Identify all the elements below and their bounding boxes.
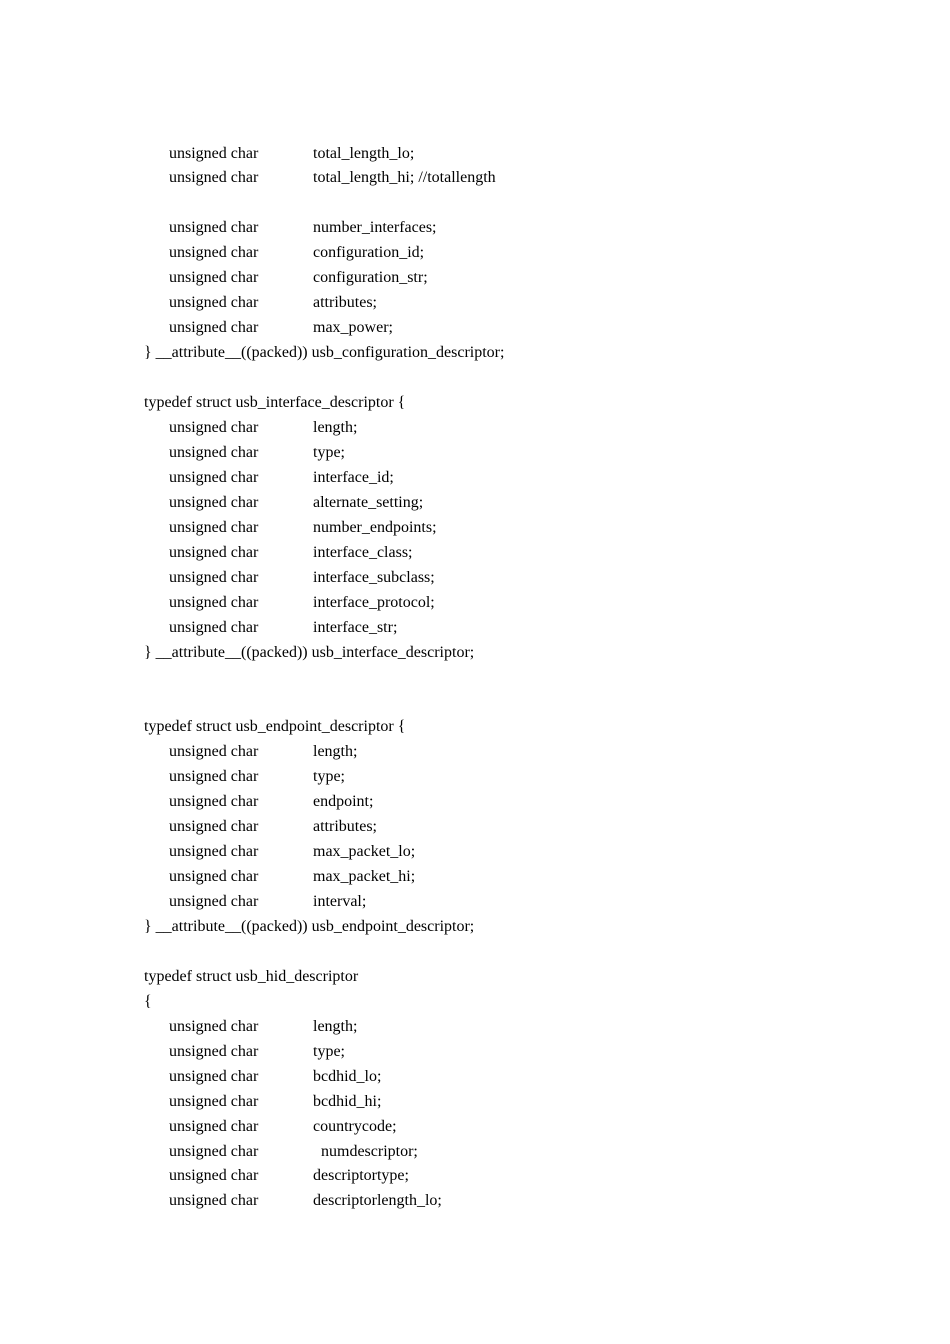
field-name: bcdhid_lo; [313,1067,382,1085]
field-name: configuration_str; [313,269,428,287]
field-type: unsigned char [169,443,259,461]
field-name: countrycode; [313,1117,397,1135]
field-type: unsigned char [169,294,259,312]
field-name: interface_protocol; [313,593,435,611]
field-name: numdescriptor; [321,1142,418,1160]
field-name: total_length_hi; //totallength [313,169,496,187]
field-type: unsigned char [169,593,259,611]
field-name: number_endpoints; [313,518,437,536]
field-type: unsigned char [169,818,259,836]
field-name: interface_subclass; [313,568,435,586]
field-type: unsigned char [169,893,259,910]
field-type: unsigned char [169,1067,259,1085]
code-line: { [144,992,152,1010]
code-line: typedef struct usb_hid_descriptor [144,967,359,985]
code-line: } __attribute__((packed)) usb_endpoint_descriptor; [144,917,475,935]
field-name: alternate_setting; [313,493,424,511]
field-type: unsigned char [169,144,259,162]
field-type: unsigned char [169,743,259,761]
field-name: length; [313,1017,358,1035]
field-type: unsigned char [169,1092,259,1110]
field-type: unsigned char [169,1192,259,1210]
field-type: unsigned char [169,468,259,486]
code-line: typedef struct usb_endpoint_descriptor { [144,718,406,736]
code-line: } __attribute__((packed)) usb_configuration_descriptor; [144,344,505,362]
field-name: type; [313,443,345,461]
field-type: unsigned char [169,793,259,811]
field-type: unsigned char [169,543,259,561]
field-type: unsigned char [169,1167,259,1185]
field-type: unsigned char [169,244,259,262]
field-type: unsigned char [169,618,259,636]
field-name: interface_class; [313,543,413,561]
field-name: bcdhid_hi; [313,1092,382,1110]
field-type: unsigned char [169,768,259,786]
field-name: length; [313,743,358,761]
field-name: length; [313,418,358,436]
field-name: descriptortype; [313,1167,409,1185]
field-name: descriptorlength_lo; [313,1192,442,1210]
field-type: unsigned char [169,493,259,511]
field-name: interface_str; [313,618,398,636]
field-name: total_length_lo; [313,144,415,162]
field-name: interface_id; [313,468,394,486]
field-name: configuration_id; [313,244,425,262]
field-type: unsigned char [169,1017,259,1035]
field-name: attributes; [313,294,377,312]
field-name: attributes; [313,818,377,836]
field-type: unsigned char [169,1042,259,1060]
field-type: unsigned char [169,418,259,436]
field-name: endpoint; [313,793,374,811]
field-type: unsigned char [169,843,259,861]
field-type: unsigned char [169,1142,259,1160]
field-type: unsigned char [169,568,259,586]
field-name: type; [313,768,345,786]
field-name: max_packet_hi; [313,868,416,886]
field-name: number_interfaces; [313,219,437,237]
field-type: unsigned char [169,518,259,536]
field-type: unsigned char [169,219,259,237]
field-name: interval; [313,893,367,910]
field-name: type; [313,1042,345,1060]
field-type: unsigned char [169,868,259,886]
field-type: unsigned char [169,169,259,187]
code-line: } __attribute__((packed)) usb_interface_descriptor; [144,643,475,661]
field-name: max_packet_lo; [313,843,416,861]
field-type: unsigned char [169,319,259,337]
code-line: typedef struct usb_interface_descriptor { [144,394,406,411]
field-type: unsigned char [169,1117,259,1135]
field-name: max_power; [313,319,393,337]
field-type: unsigned char [169,269,259,287]
